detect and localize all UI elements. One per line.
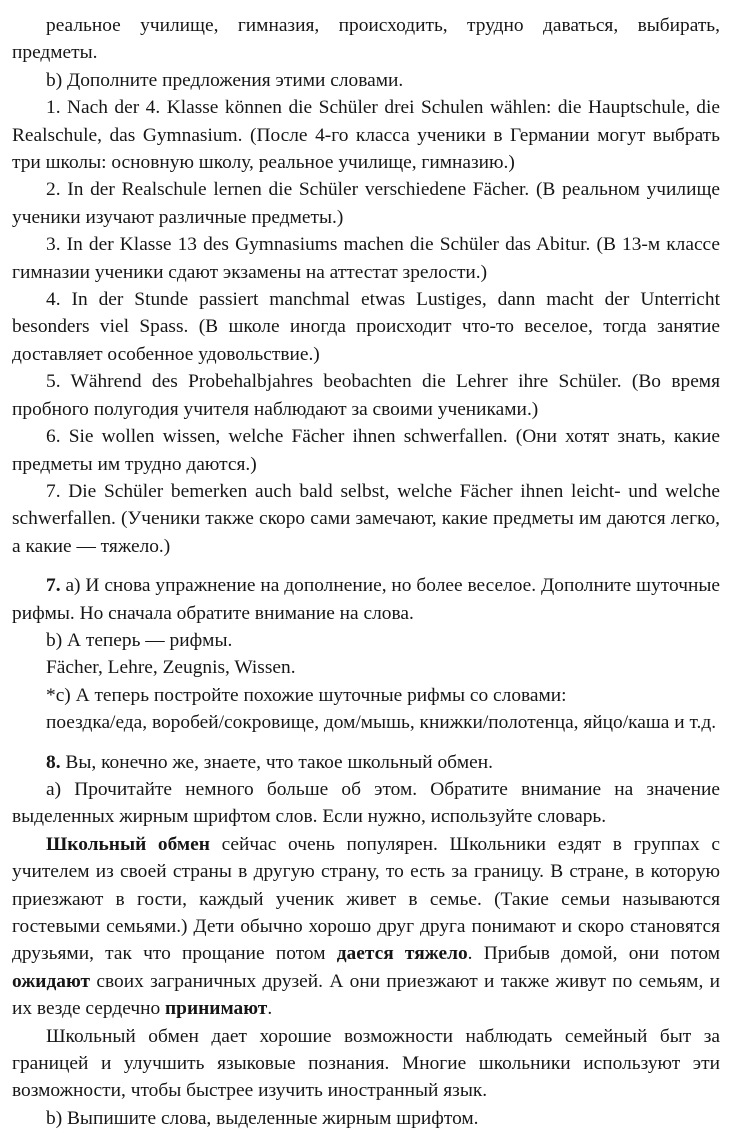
exercise-8-number: 8. — [46, 751, 61, 773]
exercise-7-task-a — [12, 572, 720, 627]
sentence-4: 4. In der Stunde passiert manchmal etwas Lustiges, dann macht der Unterricht besonders viel Spass. (В школе иногда происходит что-то веселое, тогда занятие доставляет особенное удовольствие.) — [12, 289, 720, 365]
exercise-7-task-c: *с) А теперь постройте похожие шуточные рифмы со словами: — [46, 684, 567, 706]
paragraph-1-text-2: . Прибыв домой, они потом — [467, 943, 720, 965]
exercise-8-intro — [12, 749, 720, 776]
exercise-8-intro-text: Вы, конечно же, знаете, что такое школьный обмен. — [65, 751, 493, 773]
exercise-8-task-b: b) Выпишите слова, выделенные жирным шрифтом. — [46, 1107, 479, 1129]
sentence-3: 3. In der Klasse 13 des Gymnasiums machen die Schüler das Abitur. (В 13-м классе гимназии ученики сдают экзамены на аттестат зрелости.) — [12, 234, 720, 283]
bold-term-1: Школьный обмен — [46, 833, 210, 855]
exercise-7-task-c-words: поездка/еда, воробей/сокровище, дом/мышь, книжки/полотенца, яйцо/каша и т.д. — [46, 712, 717, 734]
exercise-7-number: 7. — [46, 575, 61, 597]
sentence-7: 7. Die Schüler bemerken auch bald selbst, welche Fächer ihnen leicht- und welche schwerfallen. (Ученики также скоро сами замечают, какие предметы им даются легко, а какие — тяжело.) — [12, 480, 720, 557]
exercise-8-task-a: а) Прочитайте немного больше об этом. Обратите внимание на значение выделенных жирным шрифтом слов. Если нужно, используйте словарь. — [12, 778, 720, 828]
bold-term-3: ожидают — [12, 970, 91, 992]
task-b-instruction: b) Дополните предложения этими словами. — [46, 69, 404, 91]
document-body — [12, 12, 720, 1132]
exercise-7-a-text: а) И снова упражнение на дополнение, но более веселое. Дополните шуточные рифмы. Но сначала обратите внимание на слова. — [12, 575, 720, 624]
exercise-8-paragraph-2: Школьный обмен дает хорошие возможности наблюдать семейный быт за границей и улучшить языковые познания. Многие школьники используют эти возможности, чтобы быстрее изучить иностранный язык. — [12, 1025, 720, 1102]
exercise-7-task-b: b) А теперь — рифмы. — [46, 629, 233, 651]
bold-term-4: принимают — [165, 998, 268, 1020]
sentence-1: 1. Nach der 4. Klasse können die Schüler drei Schulen wählen: die Hauptschule, die Realschule, das Gymnasium. (После 4-го класса ученики в Германии могут выбрать три школы: основную школу, реальное училище, гимназию.) — [12, 97, 720, 174]
sentence-6: 6. Sie wollen wissen, welche Fächer ihnen schwerfallen. (Они хотят знать, какие предметы им трудно даются.) — [12, 426, 720, 475]
paragraph-1-text-1: сейчас очень популярен. Школьники ездят в группах с учителем из своей страны в другую страну, то есть за границу. В стране, в которую приезжают в гости, каждый ученик живет в семье. (Такие семьи называются гостевыми семьями.) Дети обычно хорошо друг друга понимают и скоро становятся друзьями, так что прощание потом — [12, 833, 720, 965]
bold-term-2: дается тяжело — [336, 943, 468, 965]
paragraph-1-text-3: своих заграничных друзей. А они приезжают и также живут по семьям, и их везде сердечно — [12, 970, 720, 1020]
word-list-line: реальное училище, гимназия, происходить, трудно даваться, выбирать, предметы. — [12, 15, 720, 64]
exercise-7-words: Fächer, Lehre, Zeugnis, Wissen. — [46, 657, 296, 679]
paragraph-1-text-4: . — [267, 998, 273, 1020]
sentence-5: 5. Während des Probehalbjahres beobachten die Lehrer ihre Schüler. (Во время пробного полугодия учителя наблюдают за своими учениками.) — [12, 371, 720, 420]
exercise-8-paragraph-1 — [12, 831, 720, 1023]
sentence-2: 2. In der Realschule lernen die Schüler verschiedene Fächer. (В реальном училище ученики изучают различные предметы.) — [12, 179, 720, 228]
